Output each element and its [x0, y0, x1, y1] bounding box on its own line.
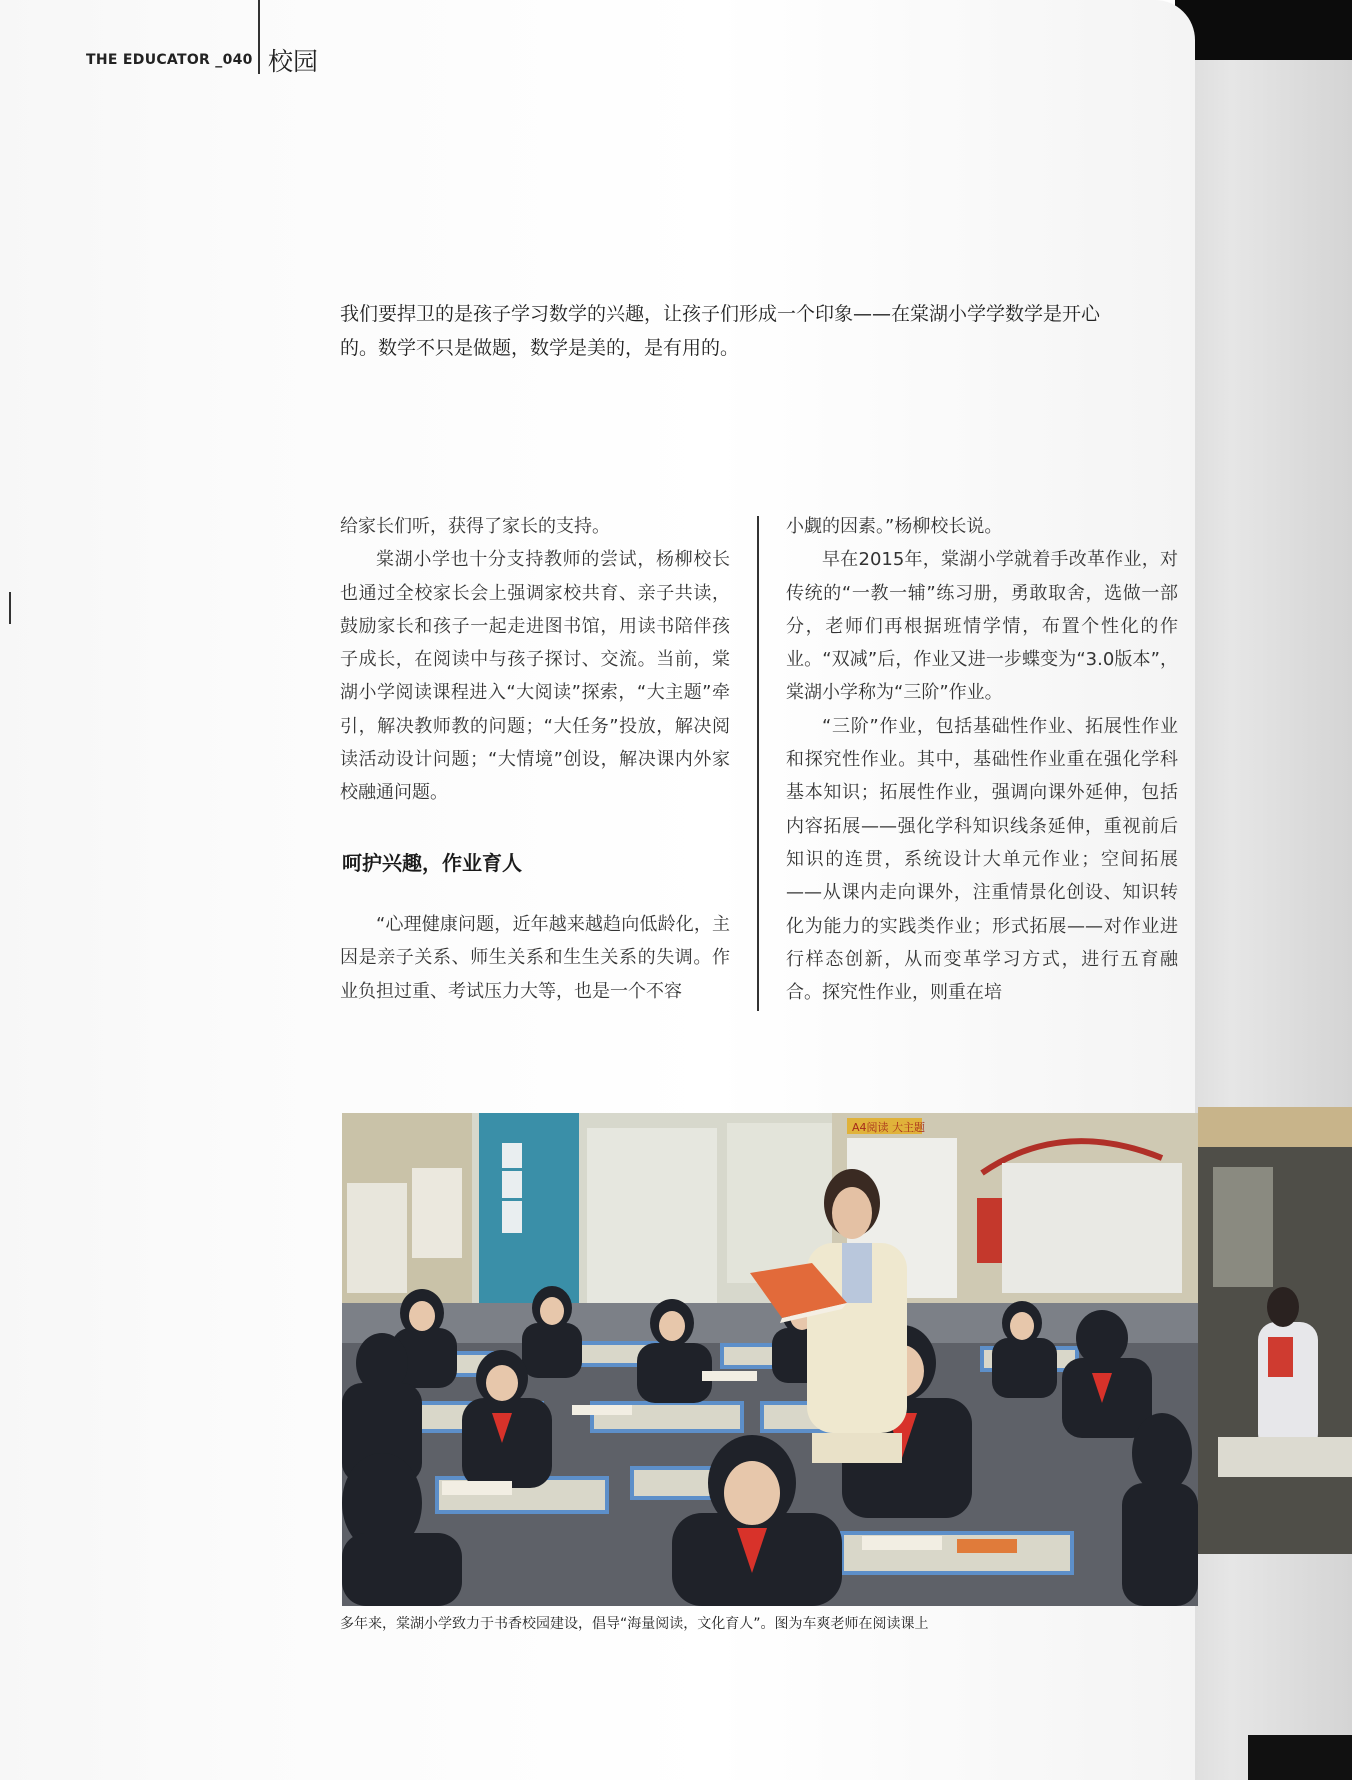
- right-column: [786, 510, 1178, 1009]
- column-divider: [757, 516, 759, 1011]
- section-title: 校园: [268, 47, 319, 76]
- left-column: [340, 510, 730, 810]
- classroom-photo: [342, 1113, 1198, 1606]
- paragraph: “心理健康问题，近年越来越趋向低龄化，主因是亲子关系、师生关系和生生关系的失调。作业负担过重、考试压力大等，也是一个不容: [340, 914, 730, 1002]
- running-header: THE EDUCATOR _040: [86, 52, 253, 68]
- photo-caption: 多年来，棠湖小学致力于书香校园建设，倡导“海量阅读，文化育人”。图为车爽老师在阅读课上: [340, 1616, 929, 1632]
- paragraph: 给家长们听，获得了家长的支持。: [340, 516, 610, 537]
- scan-edge-bottom: [1248, 1735, 1352, 1780]
- header-divider: [258, 0, 260, 74]
- section-subheading: 呵护兴趣，作业育人: [342, 851, 522, 875]
- adjacent-page-photo: [1198, 1107, 1352, 1554]
- pull-quote-line: 的。数学不只是做题，数学是美的，是有用的。: [340, 337, 740, 359]
- board-sign: A4阅读 大主题: [852, 1121, 926, 1134]
- paragraph: 小觑的因素。”杨柳校长说。: [786, 516, 1003, 537]
- paragraph: 棠湖小学也十分支持教师的尝试，杨柳校长也通过全校家长会上强调家校共育、亲子共读，鼓励家长和孩子一起走进图书馆，用读书陪伴孩子成长，在阅读中与孩子探讨、交流。当前，棠湖小学阅读课程进入“大阅读”探索，“大主题”牵引，解决教师教的问题；“大任务”投放，解决阅读活动设计问题；“大情境”创设，解决课内外家校融通问题。: [340, 549, 730, 804]
- paragraph: “三阶”作业，包括基础性作业、拓展性作业和探究性作业。其中，基础性作业重在强化学科基本知识；拓展性作业，强调向课外延伸，包括内容拓展——强化学科知识线条延伸，重视前后知识的连贯，系统设计大单元作业；空间拓展——从课内走向课外，注重情景化创设、知识转化为能力的实践类作业；形式拓展——对作业进行样态创新，从而变革学习方式，进行五育融合。探究性作业，则重在培: [786, 715, 1178, 1004]
- left-column-continued: [340, 908, 730, 1008]
- paragraph: 早在2015年，棠湖小学就着手改革作业，对传统的“一教一辅”练习册，勇敢取舍，选做一部分，老师们再根据班情学情，布置个性化的作业。“双减”后，作业又进一步蝶变为“3.0版本”，棠湖小学称为“三阶”作业。: [786, 549, 1178, 704]
- pull-quote-line: 我们要捍卫的是孩子学习数学的兴趣，让孩子们形成一个印象——在棠湖小学学数学是开心: [340, 303, 1101, 325]
- pull-quote: [340, 297, 1140, 365]
- margin-mark: [9, 592, 11, 624]
